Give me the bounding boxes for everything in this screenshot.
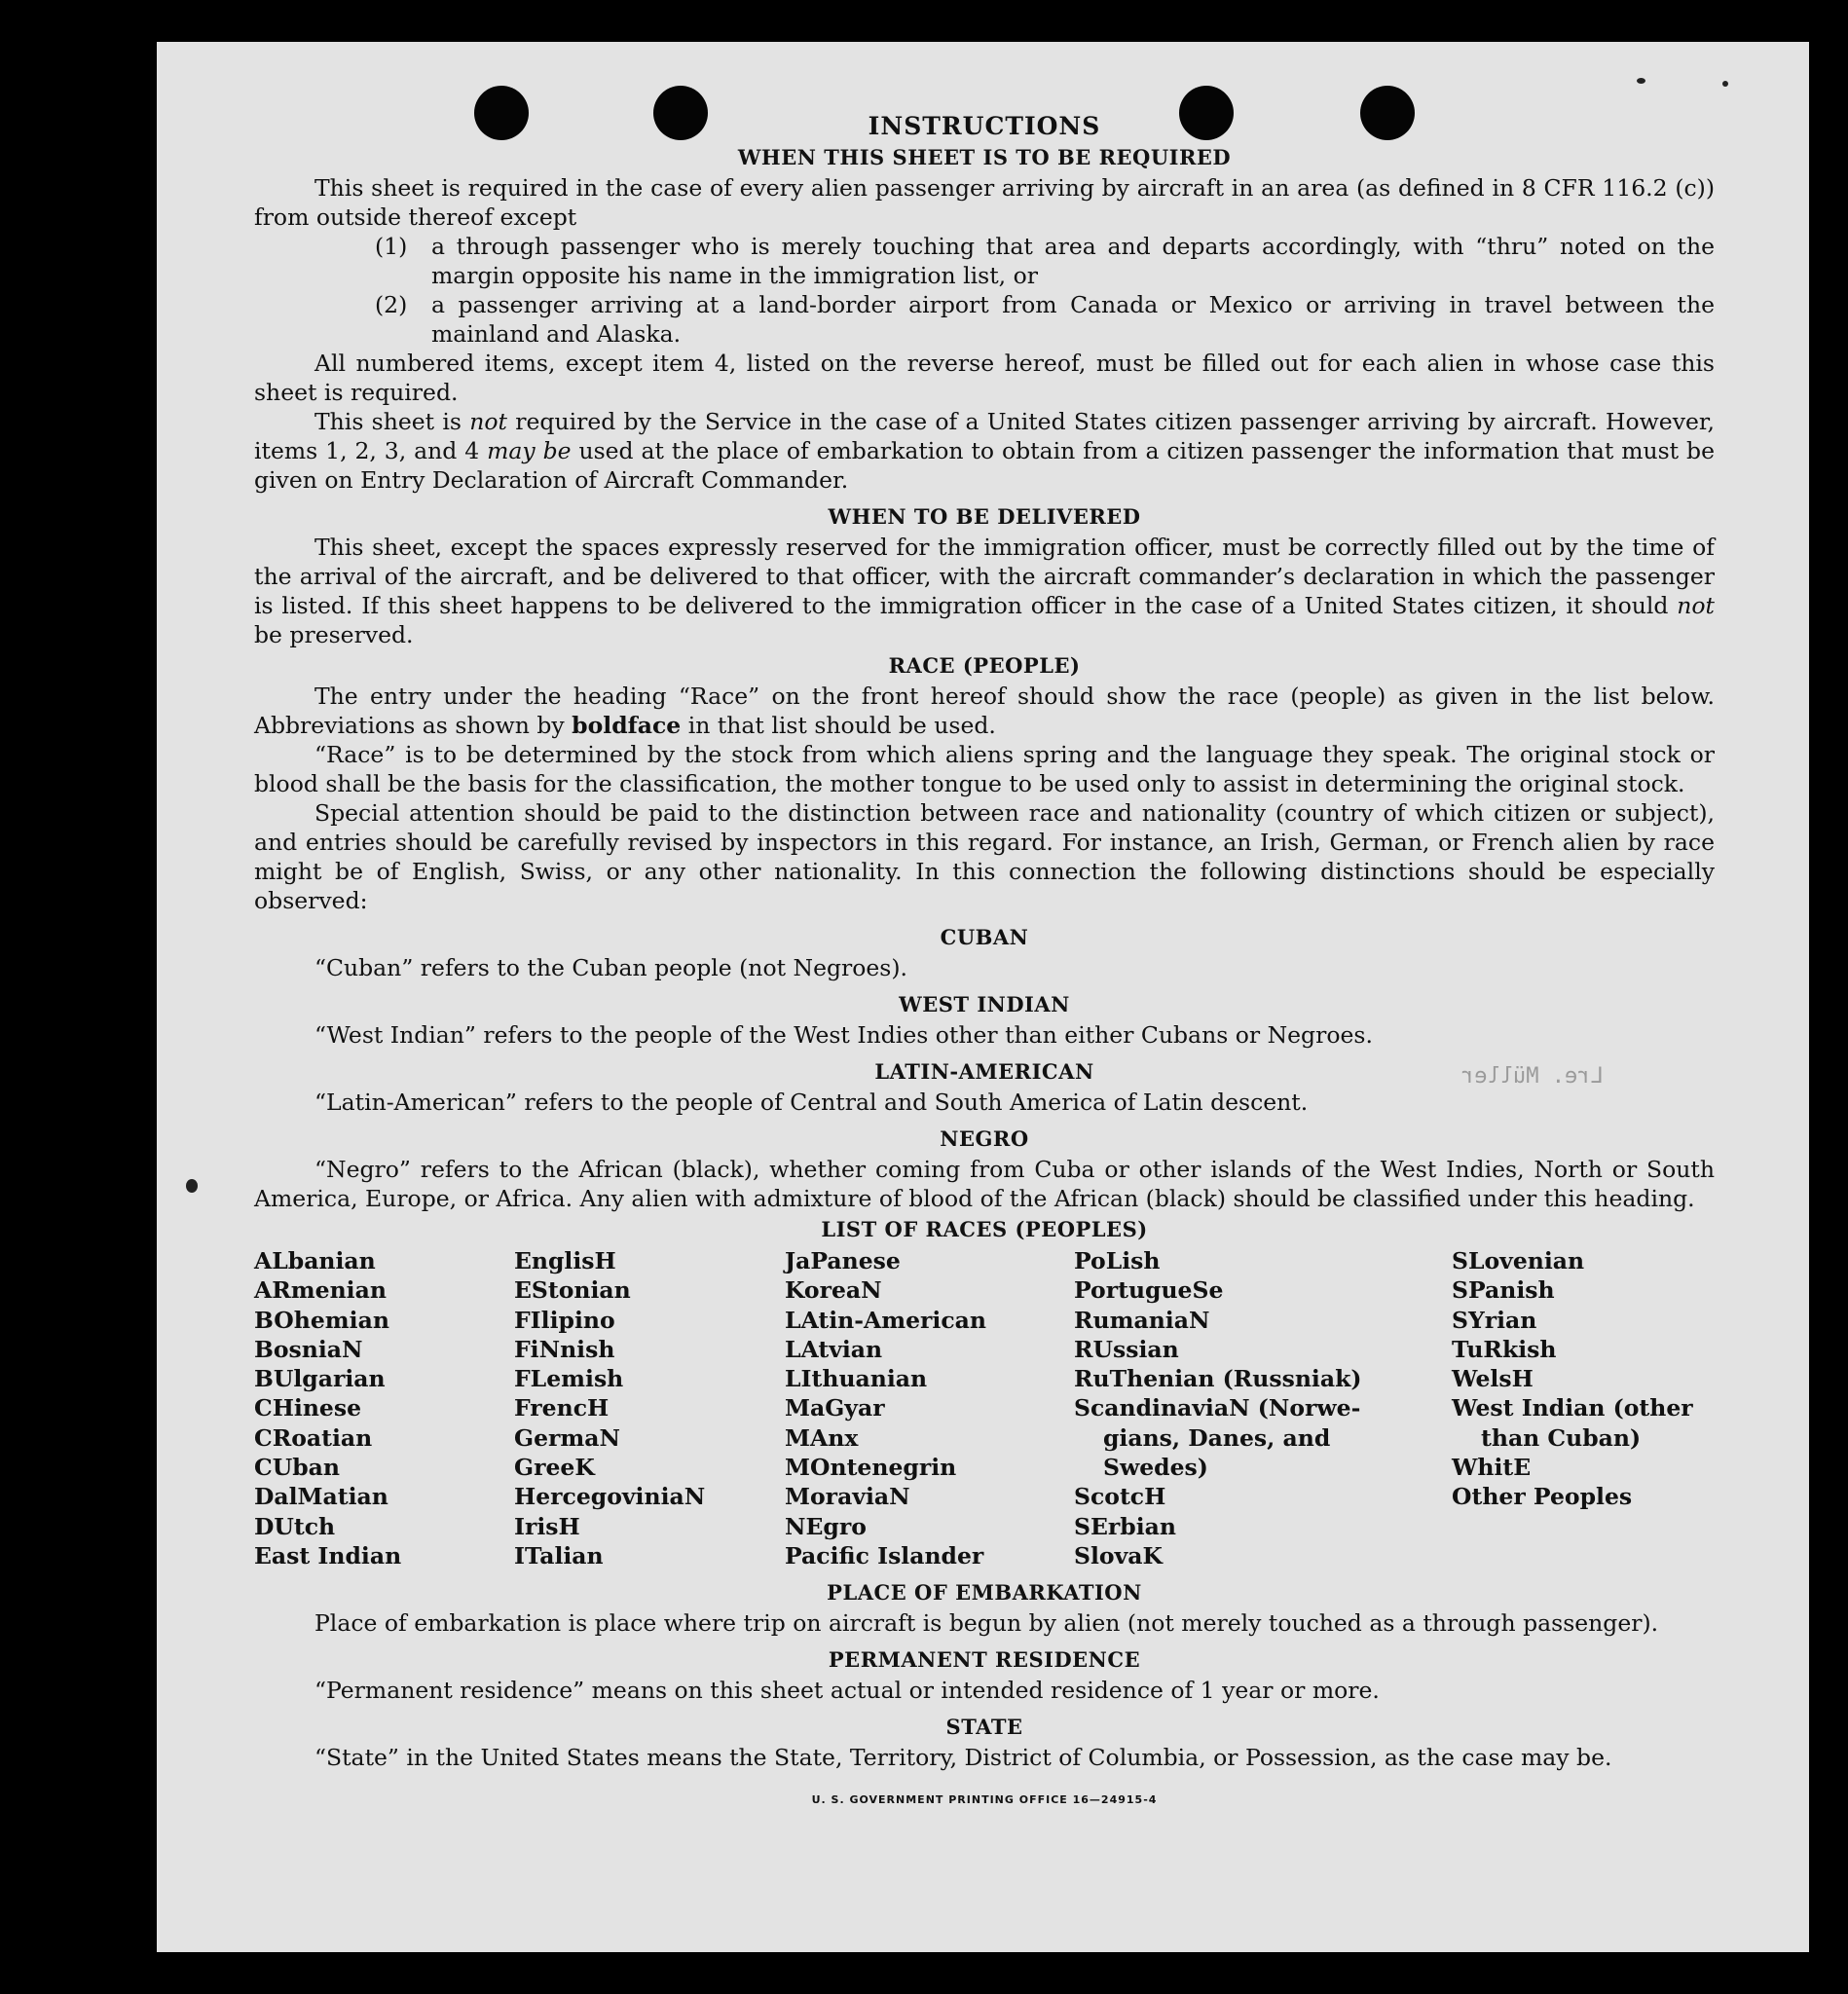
race-entry: HercegoviniaN	[514, 1483, 706, 1511]
race-entry: East Indian	[254, 1541, 402, 1569]
race-entry: ARmenian	[254, 1276, 387, 1305]
race-column	[1074, 1246, 1452, 1570]
race-entry-continued: than Cuban)	[1481, 1423, 1642, 1452]
race-entry: Pacific Islander	[785, 1541, 984, 1569]
emphasis: not	[469, 408, 507, 435]
when-required-para2: All numbered items, except item 4, listed on the reverse hereof, must be filled out for each alien in whose case this sheet is required.	[254, 350, 1715, 406]
race-entry: NEgro	[785, 1512, 867, 1540]
race-entry: FiNnish	[514, 1335, 615, 1363]
bold-word: boldface	[572, 712, 682, 739]
race-entry: TuRkish	[1452, 1335, 1557, 1363]
race-entry: SLovenian	[1452, 1247, 1585, 1274]
section-heading-west-indian: WEST INDIAN	[899, 992, 1070, 1016]
ink-speck	[1637, 78, 1645, 84]
document-sheet	[157, 42, 1809, 1952]
race-entry: MoraviaN	[785, 1483, 910, 1511]
race-entry: IrisH	[514, 1512, 580, 1540]
race-entry: DUtch	[254, 1512, 336, 1540]
section-heading-list-of-races: LIST OF RACES (PEOPLES)	[821, 1217, 1148, 1241]
race-entry: BOhemian	[254, 1306, 389, 1334]
text-run: This sheet, except the spaces expressly reserved for the immigration officer, must be correctly filled out by the time of the arrival of the aircraft, and be delivered to that officer, with the aircraft commander’s declaration in which the passenger is listed. If this sheet happens to be delivered to the immigration officer in the case of a United States citizen, it should	[254, 534, 1715, 619]
race-entry: LAtvian	[785, 1335, 883, 1363]
race-entry: WelsH	[1452, 1365, 1534, 1393]
section-heading-latin-american: LATIN-AMERICAN	[874, 1059, 1094, 1084]
emphasis: may be	[487, 437, 572, 464]
race-entry: LAtin-American	[785, 1306, 986, 1334]
page-title: INSTRUCTIONS	[868, 112, 1101, 140]
section-heading-cuban: CUBAN	[940, 925, 1029, 949]
race-entry: GreeK	[514, 1454, 595, 1482]
race-entry-continued: gians, Danes, and	[1103, 1423, 1331, 1452]
latin-american-text: “Latin-American” refers to the people of Central and South America of Latin descent.	[314, 1089, 1309, 1116]
race-column	[785, 1246, 1074, 1570]
race-entry: BUlgarian	[254, 1365, 386, 1393]
race-column	[514, 1246, 785, 1570]
race-entry: SYrian	[1452, 1306, 1537, 1334]
section-heading-residence: PERMANENT RESIDENCE	[828, 1647, 1141, 1673]
race-entry: PoLish	[1074, 1247, 1161, 1274]
bleed-through-text: Lre. Müller	[1461, 1064, 1604, 1089]
race-entry: CHinese	[254, 1394, 362, 1422]
race-column	[254, 1246, 514, 1570]
race-entry: West Indian (other	[1452, 1394, 1693, 1422]
text-run: used at the place of embarkation to obtain from a citizen passenger the information that must be given on Entry Declaration of Aircraft Commander.	[254, 437, 1715, 494]
race-entry: BosniaN	[254, 1335, 363, 1363]
when-required-para3	[254, 407, 1715, 495]
race-entry: PortugueSe	[1074, 1276, 1224, 1305]
instructions-body	[254, 112, 1715, 1815]
negro-text: “Negro” refers to the African (black), whether coming from Cuba or other islands of the West Indies, North or South America, Europe, or Africa. Any alien with admixture of blood of the African (black) should be classified under this heading.	[254, 1156, 1715, 1212]
text-run: The entry under the heading “Race” on the front hereof should show the race (people) as given in the list below. Abbreviations as shown by	[254, 683, 1715, 739]
race-entry: CUban	[254, 1454, 340, 1482]
race-entry: SErbian	[1074, 1512, 1176, 1540]
race-entry: MAnx	[785, 1423, 859, 1452]
race-entry: ScotcH	[1074, 1483, 1166, 1511]
race-entry: FrencH	[514, 1394, 610, 1422]
embarkation-text: Place of embarkation is place where trip on aircraft is begun by alien (not merely touched as a through passenger).	[314, 1609, 1659, 1638]
race-entry: RUssian	[1074, 1335, 1179, 1363]
race-entry: SPanish	[1452, 1276, 1555, 1305]
race-entry: RumaniaN	[1074, 1306, 1210, 1334]
race-entry: LIthuanian	[785, 1365, 928, 1393]
ink-speck	[186, 1179, 198, 1193]
race-entry: MOntenegrin	[785, 1454, 957, 1482]
cuban-text: “Cuban” refers to the Cuban people (not Negroes).	[314, 954, 908, 981]
race-entry: GermaN	[514, 1423, 620, 1452]
exception-item-2	[254, 290, 1715, 349]
race-entry-continued: Swedes)	[1103, 1454, 1208, 1482]
emphasis: not	[1677, 592, 1715, 619]
text-run: This sheet is	[314, 408, 470, 435]
race-entry: CRoatian	[254, 1423, 373, 1452]
section-heading-negro: NEGRO	[940, 1126, 1029, 1151]
text-run: be preserved.	[254, 621, 414, 648]
race-entry: Other Peoples	[1452, 1483, 1633, 1511]
race-entry: MaGyar	[785, 1394, 885, 1422]
race-list-table	[254, 1246, 1715, 1570]
race-entry: ScandinaviaN (Norwe-	[1074, 1394, 1361, 1422]
state-text: “State” in the United States means the State, Territory, District of Columbia, or Possession, as the case may be.	[314, 1744, 1612, 1772]
race-entry: EStonian	[514, 1276, 631, 1305]
item-text: a through passenger who is merely touching that area and departs accordingly, with “thru” noted on the margin opposite his name in the immigration list, or	[431, 233, 1715, 289]
race-para1	[254, 682, 1715, 740]
race-column	[1452, 1246, 1715, 1570]
race-entry: DalMatian	[254, 1483, 388, 1511]
section-heading-when-delivered: WHEN TO BE DELIVERED	[828, 504, 1141, 529]
item-text: a passenger arriving at a land-border airport from Canada or Mexico or arriving in travel between the mainland and Alaska.	[431, 291, 1715, 348]
west-indian-text: “West Indian” refers to the people of the West Indies other than either Cubans or Negroes.	[314, 1021, 1373, 1049]
race-entry: ITalian	[514, 1541, 604, 1569]
race-para2: “Race” is to be determined by the stock from which aliens spring and the language they speak. The original stock or blood shall be the basis for the classification, the mother tongue to be used only to assist in determining the original stock.	[254, 741, 1715, 797]
text-run: in that list should be used.	[681, 712, 996, 739]
when-required-intro: This sheet is required in the case of every alien passenger arriving by aircraft in an area (as defined in 8 CFR 116.2 (c)) from outside thereof except	[254, 174, 1715, 231]
race-entry: RuThenian (Russniak)	[1074, 1365, 1362, 1393]
section-heading-embarkation: PLACE OF EMBARKATION	[827, 1580, 1142, 1606]
printing-office-footer: U. S. GOVERNMENT PRINTING OFFICE 16—24915-4	[811, 1793, 1158, 1807]
race-entry: FLemish	[514, 1365, 624, 1393]
ink-speck	[1722, 81, 1728, 87]
race-entry: KoreaN	[785, 1276, 882, 1305]
section-heading-when-required: WHEN THIS SHEET IS TO BE REQUIRED	[737, 145, 1232, 169]
race-entry: WhitE	[1452, 1454, 1532, 1482]
race-para3: Special attention should be paid to the distinction between race and nationality (country of which citizen or subject), and entries should be carefully revised by inspectors in this regard. For instance, an Irish, German, or French alien by race might be of English, Swiss, or any other nationality. In this connection the following distinctions should be especially observed:	[254, 799, 1715, 914]
race-entry: SlovaK	[1074, 1541, 1163, 1569]
race-entry: FIlipino	[514, 1306, 615, 1334]
item-number: (1)	[375, 233, 408, 260]
race-entry: ALbanian	[254, 1247, 376, 1274]
when-delivered-para	[254, 533, 1715, 649]
exception-item-1	[254, 232, 1715, 290]
residence-text: “Permanent residence” means on this sheet actual or intended residence of 1 year or more.	[314, 1677, 1380, 1705]
text-run: required by the Service in the case of a United States citizen passenger arriving by aircraft. However, items 1, 2, 3, and 4	[254, 408, 1715, 464]
item-number: (2)	[375, 291, 408, 318]
race-entry: EnglisH	[514, 1247, 616, 1274]
section-heading-state: STATE	[945, 1715, 1023, 1740]
section-heading-race: RACE (PEOPLE)	[888, 653, 1081, 678]
race-entry: JaPanese	[785, 1247, 901, 1274]
